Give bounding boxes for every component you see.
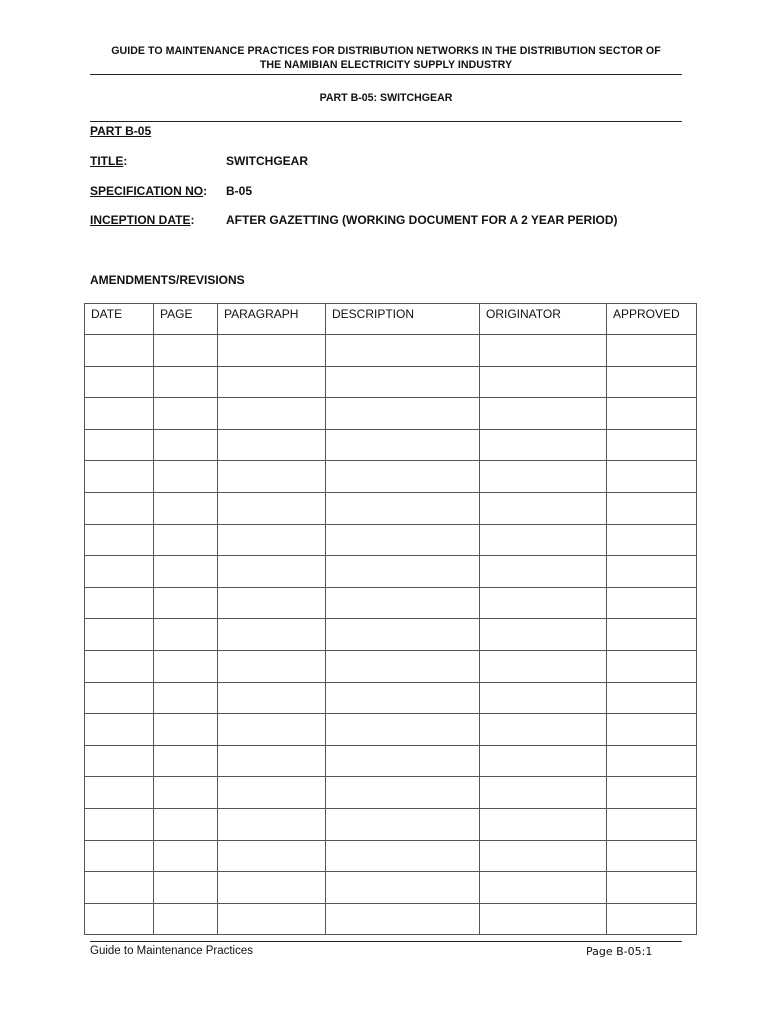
table-cell <box>85 745 154 777</box>
inception-label: INCEPTION DATE <box>90 213 191 227</box>
table-cell <box>480 335 607 367</box>
table-row <box>85 398 697 430</box>
spec-label: SPECIFICATION NO <box>90 184 204 198</box>
table-cell <box>154 745 218 777</box>
table-cell <box>218 335 326 367</box>
spec-value: B-05 <box>226 184 253 198</box>
table-cell <box>218 398 326 430</box>
table-cell <box>218 745 326 777</box>
header-line-1: GUIDE TO MAINTENANCE PRACTICES FOR DISTRIBUTION NETWORKS IN THE DISTRIBUTION SECTOR OF <box>111 45 661 57</box>
table-cell <box>85 777 154 809</box>
title-value: SWITCHGEAR <box>226 154 308 168</box>
table-cell <box>85 808 154 840</box>
table-cell <box>154 619 218 651</box>
table-cell <box>326 461 480 493</box>
table-cell <box>85 587 154 619</box>
table-cell <box>607 714 697 746</box>
table-cell <box>607 840 697 872</box>
table-cell <box>326 619 480 651</box>
table-cell <box>85 524 154 556</box>
table-row <box>85 366 697 398</box>
table-cell <box>154 650 218 682</box>
table-cell <box>218 682 326 714</box>
table-cell <box>607 745 697 777</box>
table-row <box>85 587 697 619</box>
amendments-table <box>84 303 697 935</box>
table-cell <box>85 682 154 714</box>
table-cell <box>218 872 326 904</box>
table-cell <box>154 335 218 367</box>
table-row <box>85 745 697 777</box>
table-cell <box>607 429 697 461</box>
table-cell <box>218 777 326 809</box>
table-cell <box>85 429 154 461</box>
table-cell <box>480 556 607 588</box>
table-cell <box>218 429 326 461</box>
table-cell <box>85 398 154 430</box>
table-cell <box>607 808 697 840</box>
table-cell <box>154 461 218 493</box>
table-row <box>85 903 697 935</box>
table-cell <box>480 840 607 872</box>
table-cell <box>154 903 218 935</box>
table-cell <box>218 808 326 840</box>
table-cell <box>480 745 607 777</box>
column-header-originator: ORIGINATOR <box>480 304 607 335</box>
table-cell <box>154 556 218 588</box>
table-cell <box>85 872 154 904</box>
table-cell <box>480 587 607 619</box>
table-cell <box>607 335 697 367</box>
table-cell <box>480 714 607 746</box>
table-row <box>85 872 697 904</box>
part-label: PART B-05 <box>90 124 152 138</box>
header-divider <box>90 74 682 75</box>
table-cell <box>326 808 480 840</box>
table-header-row <box>85 304 697 335</box>
part-title: PART B-05: SWITCHGEAR <box>319 92 453 104</box>
table-cell <box>607 619 697 651</box>
inception-value: AFTER GAZETTING (WORKING DOCUMENT FOR A 2 YEAR PERIOD) <box>226 213 618 227</box>
table-row <box>85 556 697 588</box>
table-cell <box>480 619 607 651</box>
table-cell <box>326 682 480 714</box>
column-header-approved: APPROVED <box>607 304 697 335</box>
title-colon: : <box>123 154 128 168</box>
table-cell <box>607 398 697 430</box>
table-cell <box>480 650 607 682</box>
table-row <box>85 777 697 809</box>
table-cell <box>480 524 607 556</box>
document-header <box>90 44 682 72</box>
table-row <box>85 650 697 682</box>
table-cell <box>607 777 697 809</box>
table-cell <box>218 714 326 746</box>
table-cell <box>154 366 218 398</box>
table-cell <box>326 840 480 872</box>
table-cell <box>607 524 697 556</box>
table-cell <box>85 461 154 493</box>
table-cell <box>607 587 697 619</box>
inception-colon: : <box>190 213 195 227</box>
table-cell <box>85 714 154 746</box>
table-cell <box>154 777 218 809</box>
table-cell <box>326 903 480 935</box>
table-cell <box>607 556 697 588</box>
table-cell <box>480 461 607 493</box>
table-row <box>85 524 697 556</box>
table-row <box>85 461 697 493</box>
table-row <box>85 714 697 746</box>
table-cell <box>85 335 154 367</box>
title-label: TITLE <box>90 154 124 168</box>
table-cell <box>326 777 480 809</box>
table-cell <box>85 492 154 524</box>
table-cell <box>218 650 326 682</box>
table-row <box>85 335 697 367</box>
table-row <box>85 429 697 461</box>
page-number: Page B-05:1 <box>586 945 653 958</box>
table-cell <box>326 556 480 588</box>
table-cell <box>85 903 154 935</box>
table-cell <box>480 903 607 935</box>
table-cell <box>218 492 326 524</box>
table-cell <box>326 587 480 619</box>
amendments-table-body <box>85 335 697 935</box>
table-cell <box>480 492 607 524</box>
table-cell <box>480 429 607 461</box>
column-header-paragraph: PARAGRAPH <box>218 304 326 335</box>
table-cell <box>326 335 480 367</box>
table-cell <box>607 366 697 398</box>
table-cell <box>85 840 154 872</box>
table-cell <box>607 492 697 524</box>
table-row <box>85 619 697 651</box>
table-cell <box>607 461 697 493</box>
table-cell <box>154 808 218 840</box>
table-row <box>85 840 697 872</box>
table-cell <box>480 777 607 809</box>
table-cell <box>607 903 697 935</box>
table-cell <box>326 429 480 461</box>
table-cell <box>85 619 154 651</box>
table-cell <box>154 524 218 556</box>
table-cell <box>154 714 218 746</box>
table-cell <box>480 682 607 714</box>
header-line-2: THE NAMIBIAN ELECTRICITY SUPPLY INDUSTRY <box>259 59 513 71</box>
table-cell <box>154 587 218 619</box>
table-cell <box>326 650 480 682</box>
table-cell <box>218 524 326 556</box>
table-cell <box>480 872 607 904</box>
table-cell <box>154 682 218 714</box>
table-cell <box>154 872 218 904</box>
spec-label-row <box>90 184 207 198</box>
table-cell <box>607 872 697 904</box>
table-cell <box>326 524 480 556</box>
table-row <box>85 492 697 524</box>
column-header-description: DESCRIPTION <box>326 304 480 335</box>
table-cell <box>218 366 326 398</box>
table-cell <box>218 461 326 493</box>
table-cell <box>85 650 154 682</box>
column-header-page: PAGE <box>154 304 218 335</box>
table-row <box>85 808 697 840</box>
table-cell <box>607 650 697 682</box>
footer-title: Guide to Maintenance Practices <box>90 945 254 957</box>
table-cell <box>480 366 607 398</box>
table-cell <box>326 872 480 904</box>
title-label-row <box>90 154 127 168</box>
table-cell <box>154 398 218 430</box>
amendments-heading: AMENDMENTS/REVISIONS <box>90 273 245 287</box>
table-row <box>85 682 697 714</box>
spec-colon: : <box>203 184 208 198</box>
table-cell <box>218 619 326 651</box>
table-cell <box>154 429 218 461</box>
table-cell <box>326 366 480 398</box>
table-cell <box>326 714 480 746</box>
table-cell <box>480 398 607 430</box>
table-cell <box>154 840 218 872</box>
table-cell <box>326 398 480 430</box>
table-cell <box>154 492 218 524</box>
table-cell <box>218 556 326 588</box>
footer-divider <box>90 941 682 942</box>
table-cell <box>85 366 154 398</box>
table-cell <box>218 587 326 619</box>
table-cell <box>85 556 154 588</box>
column-header-date: DATE <box>85 304 154 335</box>
table-cell <box>218 903 326 935</box>
part-divider <box>90 121 682 122</box>
table-cell <box>607 682 697 714</box>
table-cell <box>326 745 480 777</box>
table-cell <box>326 492 480 524</box>
table-cell <box>480 808 607 840</box>
table-cell <box>218 840 326 872</box>
inception-label-row <box>90 213 194 227</box>
